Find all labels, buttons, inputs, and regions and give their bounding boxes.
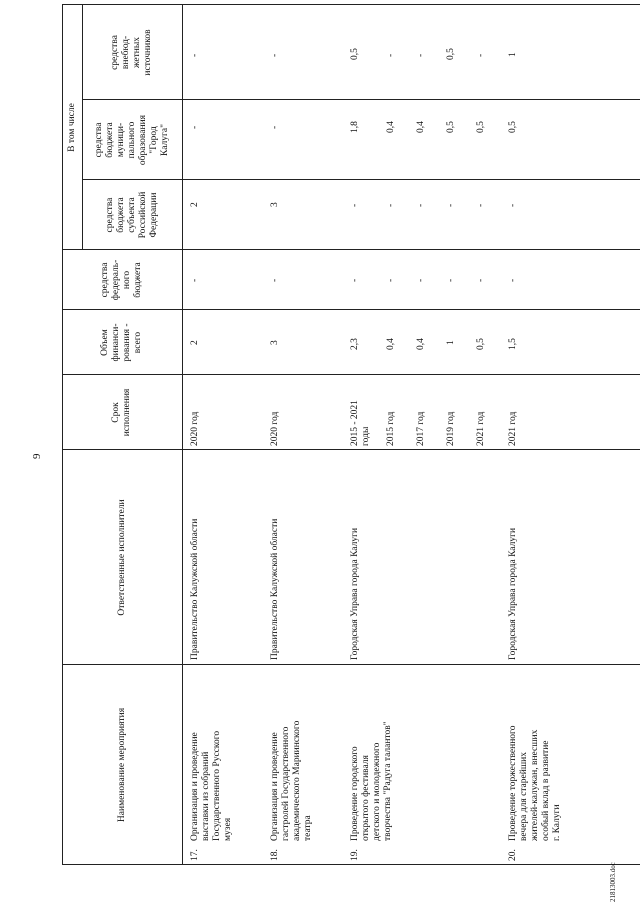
row-19-subject-total: - [350,203,360,207]
row-17-number: 17. [190,849,200,861]
row-19-number: 19. [350,849,360,861]
header-federal: средства федераль- ного бюджета [100,259,143,301]
header-term: Срок исполнения [111,388,132,437]
row-19-municipal-2017: 0,4 [416,121,426,133]
row-19-total-2021: 0,5 [476,338,486,350]
row-18-executor: Правительство Калужской области [270,518,280,660]
header-name: Наименование мероприятия [116,707,127,823]
row-19-extrabudget-2019: 0,5 [446,48,456,60]
row-19-municipal-2019: 0,5 [446,121,456,133]
row-19-term-total: 2015 - 2021 годы [350,400,371,446]
header-executors: Ответственные исполнители [116,499,127,616]
row-17-subject: 2 [190,202,200,207]
row-19-total-total: 2,3 [350,338,360,350]
row-20-federal: - [508,278,518,282]
row-19-federal-2015: - [386,278,396,282]
row-17-municipal: - [190,125,200,129]
row-17-extrabudget: - [190,53,200,57]
header-including: В том числе [66,103,77,152]
row-19-term-2019: 2019 год [446,411,456,446]
header-extrabudget: средства внебюд- жетных источников [110,29,153,76]
row-19-total-2019: 1 [446,340,456,345]
row-19-federal-2017: - [416,278,426,282]
row-19-name: Проведение городского открытого фестиваля детского и молодежного творчества "Радуга талантов" [350,721,393,841]
row-18-subject: 3 [270,202,280,207]
row-17-federal: - [190,278,200,282]
header-municipal: средства бюджета муници- пального образования "Город Калуга" [93,114,170,166]
row-20-total: 1,5 [508,338,518,350]
page-number: 9 [31,453,43,459]
row-18-extrabudget: - [270,53,280,57]
row-19-municipal-total: 1,8 [350,121,360,133]
row-19-subject-2017: - [416,203,426,207]
row-20-name: Проведение торжественного вечера для старейших жителей-калужан, внесших особый вклад в развитие г. Калуги [508,725,562,841]
row-19-federal-2021: - [476,278,486,282]
row-20-extrabudget: 1 [508,52,518,57]
row-18-municipal: - [270,125,280,129]
row-19-term-2021: 2021 год [476,411,486,446]
row-20-term: 2021 год [508,411,518,446]
footer-filename: 21813003.doc [609,862,617,902]
row-19-municipal-2021: 0,5 [476,121,486,133]
row-19-municipal-2015: 0,4 [386,121,396,133]
row-19-extrabudget-total: 0,5 [350,48,360,60]
row-17-name: Организация и проведение выставки из собраний Государственного Русского музея [190,730,233,841]
row-19-extrabudget-2017: - [416,53,426,57]
row-20-municipal: 0,5 [508,121,518,133]
row-18-number: 18. [270,849,280,861]
row-18-federal: - [270,278,280,282]
row-19-term-2017: 2017 год [416,411,426,446]
row-19-extrabudget-2015: - [386,53,396,57]
row-20-executor: Городская Управа города Калуги [508,527,518,660]
header-bottom-border [182,5,183,865]
row-17-term: 2020 год [190,411,200,446]
row-19-extrabudget-2021: - [476,53,486,57]
row-18-term: 2020 год [270,411,280,446]
row-18-name: Организация и проведение гастролей Государственного академического Мариинского театра [270,720,313,841]
header-total: Объем финанси- рования - всего [100,323,143,362]
header-subject: средства бюджета субъекта Российской Федерации [104,191,159,239]
row-19-subject-2019: - [446,203,456,207]
row-19-total-2015: 0,4 [386,338,396,350]
row-20-number: 20. [508,849,518,861]
row-19-executor: Городская Управа города Калуги [350,527,360,660]
row-17-total: 2 [190,340,200,345]
row-19-subject-2015: - [386,203,396,207]
row-17-executor: Правительство Калужской области [190,518,200,660]
row-19-term-2015: 2015 год [386,411,396,446]
row-20-subject: - [508,203,518,207]
row-19-subject-2021: - [476,203,486,207]
row-19-federal-total: - [350,278,360,282]
row-19-total-2017: 0,4 [416,338,426,350]
row-18-total: 3 [270,340,280,345]
row-19-federal-2019: - [446,278,456,282]
